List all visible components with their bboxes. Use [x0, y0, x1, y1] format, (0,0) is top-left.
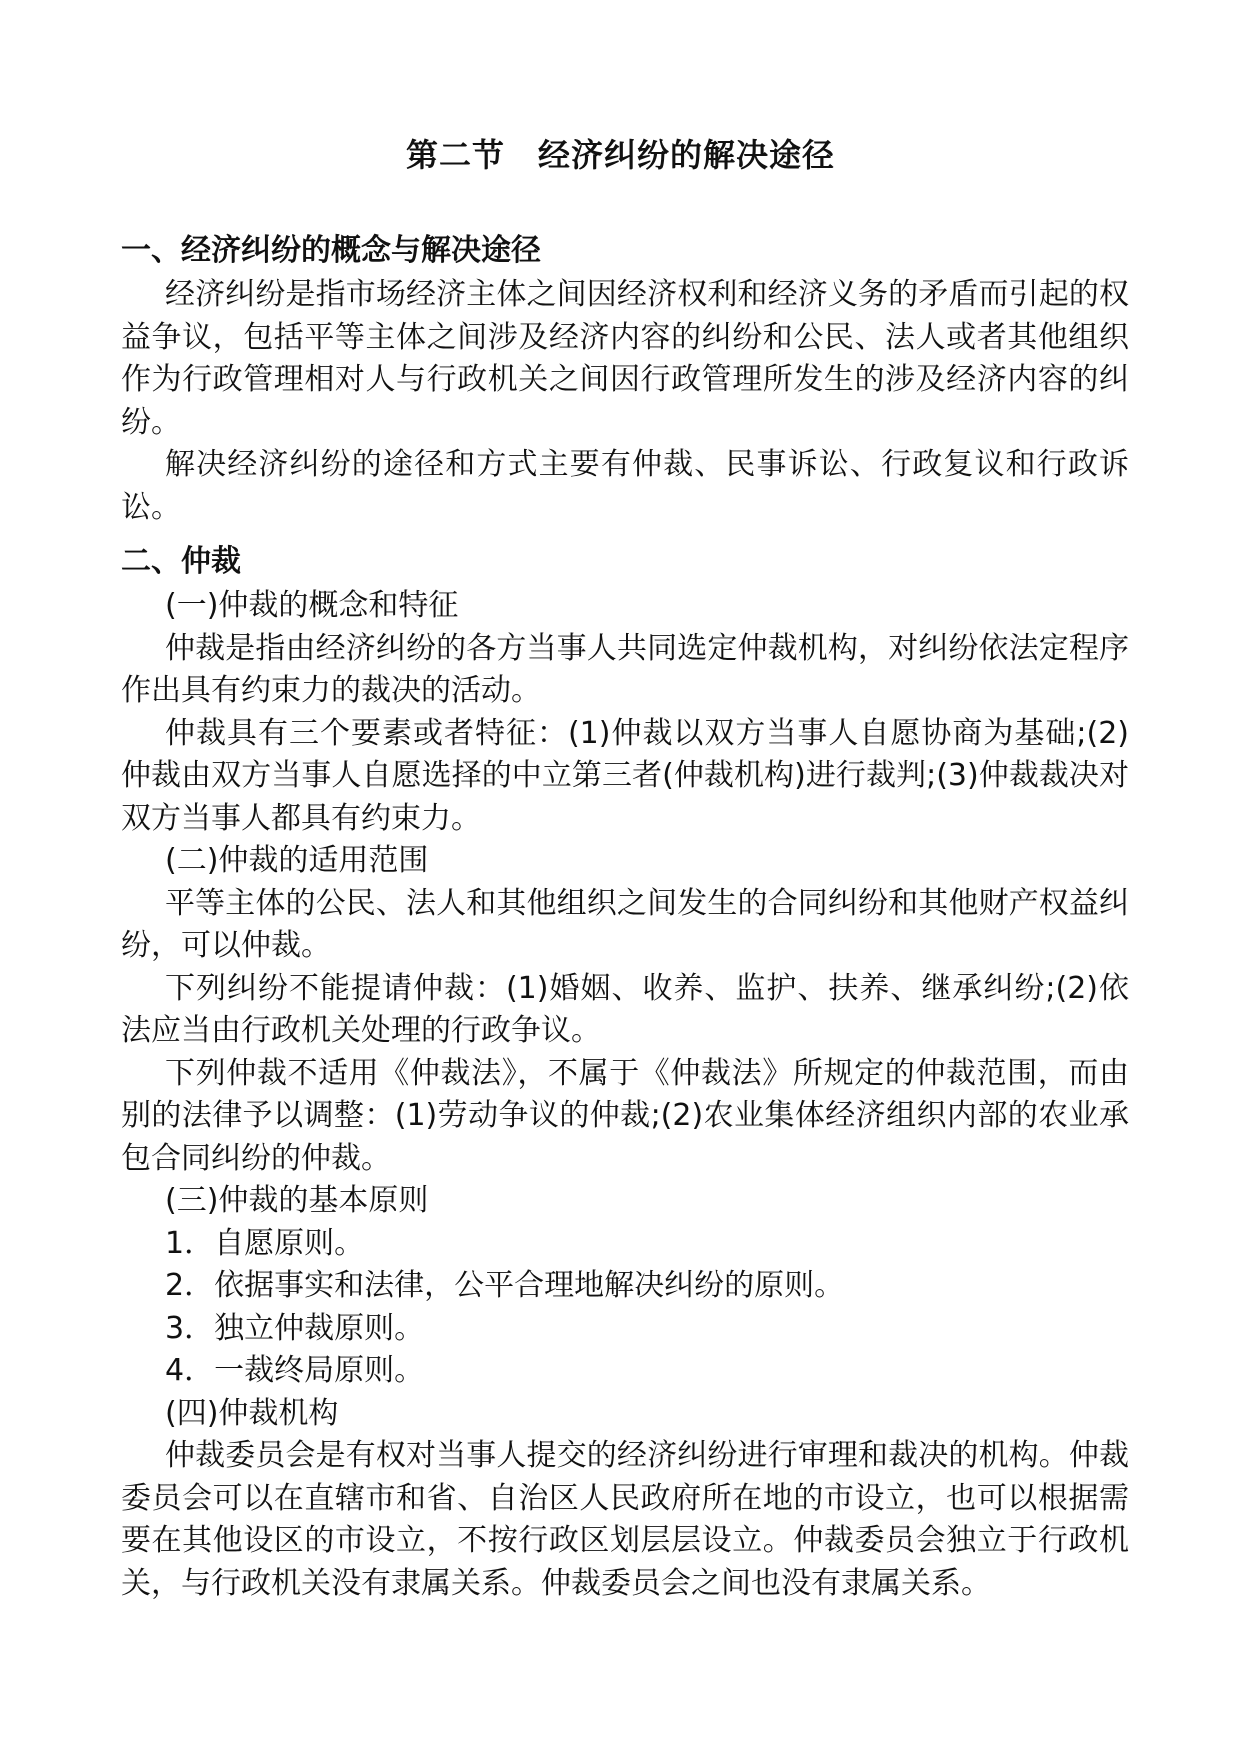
document-body	[121, 228, 1129, 1605]
page-title: 第二节 经济纠纷的解决途径	[405, 136, 835, 174]
list-item: 1．自愿原则。	[165, 1225, 365, 1261]
subheading: (四)仲裁机构	[165, 1395, 339, 1431]
subheading: (二)仲裁的适用范围	[165, 843, 429, 878]
paragraph: 仲裁委员会是有权对当事人提交的经济纠纷进行审理和裁决的机构。仲裁委员会可以在直辖市和省、自治区人民政府所在地的市设立，也可以根据需要在其他设区的市设立，不按行政区划层层设立。仲裁委员会独立于行政机关，与行政机关没有隶属关系。仲裁委员会之间也没有隶属关系。	[121, 1438, 1129, 1601]
section-heading-2: 二、仲裁	[121, 544, 241, 579]
paragraph: 解决经济纠纷的途径和方式主要有仲裁、民事诉讼、行政复议和行政诉讼。	[121, 447, 1129, 525]
list-item: 4．一裁终局原则。	[165, 1353, 425, 1388]
paragraph: 平等主体的公民、法人和其他组织之间发生的合同纠纷和其他财产权益纠纷，可以仲裁。	[121, 885, 1129, 963]
paragraph: 下列纠纷不能提请仲裁：(1)婚姻、收养、监护、扶养、继承纠纷;(2)依法应当由行政机关处理的行政争议。	[121, 970, 1129, 1048]
paragraph: 仲裁具有三个要素或者特征：(1)仲裁以双方当事人自愿协商为基础;(2)仲裁由双方当事人自愿选择的中立第三者(仲裁机构)进行裁判;(3)仲裁裁决对双方当事人都具有约束力。	[121, 715, 1129, 836]
paragraph: 仲裁是指由经济纠纷的各方当事人共同选定仲裁机构，对纠纷依法定程序作出具有约束力的裁决的活动。	[121, 630, 1129, 708]
list-item: 2．依据事实和法律，公平合理地解决纠纷的原则。	[165, 1268, 845, 1303]
list-item: 3．独立仲裁原则。	[165, 1310, 425, 1346]
subheading: (一)仲裁的概念和特征	[165, 588, 459, 623]
paragraph: 下列仲裁不适用《仲裁法》，不属于《仲裁法》所规定的仲裁范围，而由别的法律予以调整：(1)劳动争议的仲裁;(2)农业集体经济组织内部的农业承包合同纠纷的仲裁。	[121, 1055, 1129, 1176]
section-heading-1: 一、经济纠纷的概念与解决途径	[121, 233, 541, 268]
subheading: (三)仲裁的基本原则	[165, 1183, 429, 1218]
paragraph: 经济纠纷是指市场经济主体之间因经济权利和经济义务的矛盾而引起的权益争议，包括平等主体之间涉及经济内容的纠纷和公民、法人或者其他组织作为行政管理相对人与行政机关之间因行政管理所发生的涉及经济内容的纠纷。	[121, 277, 1129, 440]
